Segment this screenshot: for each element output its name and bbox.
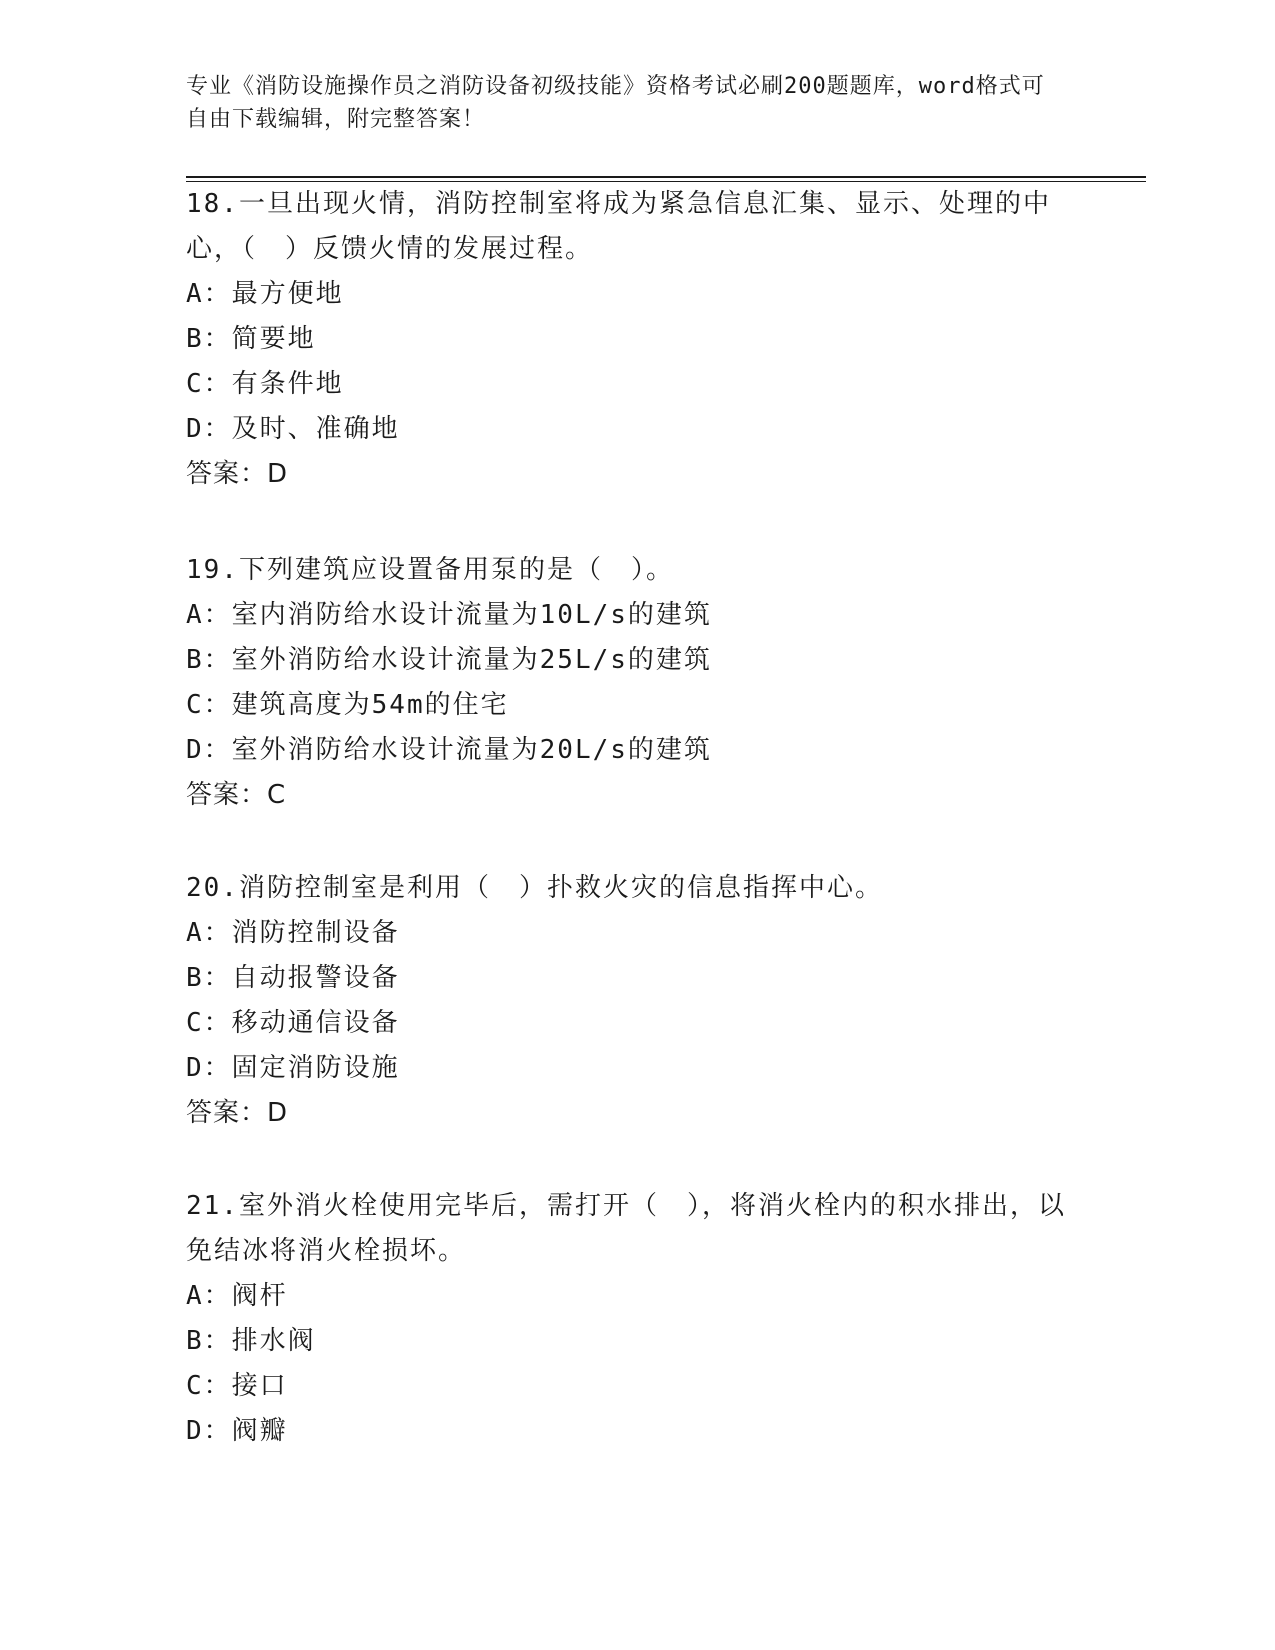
option-b: B：室外消防给水设计流量为25L/s的建筑 bbox=[186, 645, 712, 675]
option-a: A：阀杆 bbox=[186, 1281, 288, 1311]
option-c: C：建筑高度为54m的住宅 bbox=[186, 690, 509, 720]
option-a: A：消防控制设备 bbox=[186, 918, 400, 948]
question-stem: 19.下列建筑应设置备用泵的是（ ）。 bbox=[186, 555, 674, 585]
question-stem: 20.消防控制室是利用（ ）扑救火灾的信息指挥中心。 bbox=[186, 873, 883, 903]
question-21 bbox=[186, 1184, 1086, 1454]
question-stem: 21.室外消火栓使用完毕后，需打开（ ），将消火栓内的积水排出，以免结冰将消火栓损坏。 bbox=[186, 1191, 1066, 1266]
document-header: 专业《消防设施操作员之消防设备初级技能》资格考试必刷200题题库，word格式可自由下载编辑，附完整答案！ bbox=[186, 74, 1045, 132]
answer: 答案：D bbox=[186, 1098, 289, 1128]
option-d: D：固定消防设施 bbox=[186, 1053, 400, 1083]
option-d: D：阀瓣 bbox=[186, 1416, 288, 1446]
header-divider-thick bbox=[186, 176, 1146, 178]
option-b: B：排水阀 bbox=[186, 1326, 316, 1356]
question-18 bbox=[186, 182, 1086, 497]
question-stem: 18.一旦出现火情，消防控制室将成为紧急信息汇集、显示、处理的中心，（ ）反馈火情的发展过程。 bbox=[186, 189, 1051, 264]
question-20 bbox=[186, 866, 1086, 1136]
answer: 答案：D bbox=[186, 459, 289, 489]
option-c: C：有条件地 bbox=[186, 369, 344, 399]
answer: 答案：C bbox=[186, 780, 287, 810]
option-c: C：移动通信设备 bbox=[186, 1008, 400, 1038]
question-19 bbox=[186, 548, 1086, 818]
option-b: B：自动报警设备 bbox=[186, 963, 400, 993]
option-c: C：接口 bbox=[186, 1371, 288, 1401]
option-a: A：最方便地 bbox=[186, 279, 344, 309]
option-d: D：室外消防给水设计流量为20L/s的建筑 bbox=[186, 735, 712, 765]
option-d: D：及时、准确地 bbox=[186, 414, 400, 444]
option-b: B：简要地 bbox=[186, 324, 316, 354]
option-a: A：室内消防给水设计流量为10L/s的建筑 bbox=[186, 600, 712, 630]
